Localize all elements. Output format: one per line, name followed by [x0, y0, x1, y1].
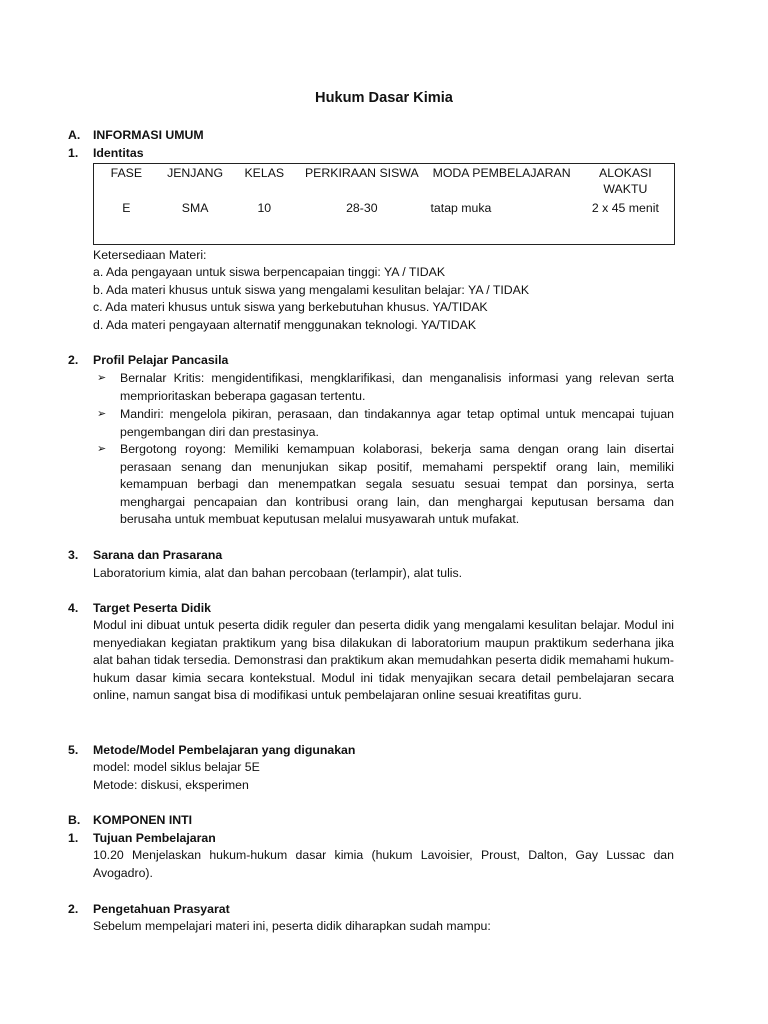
arrow-bullet-icon: ➢	[97, 408, 107, 420]
profil-bullet-text-1: Bernalar Kritis: mengidentifikasi, mengklarifikasi, dan menganalisis informasi yang relevan serta memprioritaskan beberapa gagasan tertentu.	[120, 371, 674, 403]
header-perkiraan-siswa: PERKIRAAN SISWA	[304, 166, 419, 180]
header-fase: FASE	[110, 166, 143, 180]
identitas-label: Identitas	[93, 146, 144, 160]
section-a-letter: A.	[68, 128, 81, 142]
sarana-number: 3.	[68, 548, 79, 562]
sarana-heading	[68, 547, 222, 565]
arrow-bullet-icon: ➢	[97, 372, 107, 384]
header-kelas: KELAS	[244, 166, 285, 180]
materials-item-d: d. Ada materi pengayaan alternatif menggunakan teknologi. YA/TIDAK	[93, 318, 477, 332]
profil-bullet-2	[93, 406, 674, 441]
header-moda-pembelajaran: MODA PEMBELAJARAN	[432, 166, 571, 180]
profil-bullet-text-2: Mandiri: mengelola pikiran, perasaan, dan tindakannya agar tetap optimal untuk mencapai tujuan pengembangan diri dan prestasinya.	[120, 407, 674, 439]
metode-number: 5.	[68, 743, 79, 757]
target-text: Modul ini dibuat untuk peserta didik reguler dan peserta didik yang mengalami kesulitan belajar. Modul ini menyediakan kegiatan praktikum yang bisa dilakukan di laboratorium maupun praktikum sederhana jika alat bahan tidak tersedia. Demonstrasi dan praktikum akan memudahkan peserta didik memahami hukum-hukum dasar kimia secara kontekstual. Modul ini tidak menyajikan secara detail pembelajaran secara online, namun sangat bisa di modifikasi untuk pembelajaran online sesuai kreatifitas guru.	[93, 618, 674, 703]
prasyarat-heading	[68, 901, 230, 919]
header-jenjang: JENJANG	[167, 166, 224, 180]
identitas-number: 1.	[68, 146, 79, 160]
materials-item-c: c. Ada materi khusus untuk siswa yang berkebutuhan khusus. YA/TIDAK	[93, 300, 488, 314]
section-a-label: INFORMASI UMUM	[93, 128, 204, 142]
arrow-bullet-icon: ➢	[97, 443, 107, 455]
profil-label: Profil Pelajar Pancasila	[93, 353, 229, 367]
identitas-heading	[68, 145, 144, 163]
identity-table-header-row	[94, 164, 675, 200]
identity-table-row	[94, 199, 675, 245]
cell-kelas: 10	[257, 201, 272, 215]
section-b-label: KOMPONEN INTI	[93, 813, 193, 827]
tujuan-heading	[68, 830, 216, 848]
tujuan-label: Tujuan Pembelajaran	[93, 831, 216, 845]
cell-perkiraan-siswa: 28-30	[346, 201, 378, 215]
cell-moda-pembelajaran: tatap muka	[430, 201, 492, 215]
metode-method-line: Metode: diskusi, eksperimen	[93, 778, 249, 792]
cell-jenjang: SMA	[181, 201, 209, 215]
sarana-text: Laboratorium kimia, alat dan bahan percobaan (terlampir), alat tulis.	[93, 566, 463, 580]
materials-label: Ketersediaan Materi:	[93, 248, 207, 262]
prasyarat-label: Pengetahuan Prasyarat	[93, 902, 230, 916]
tujuan-number: 1.	[68, 831, 79, 845]
metode-model-line: model: model siklus belajar 5E	[93, 760, 260, 774]
profil-bullet-1	[93, 370, 674, 405]
section-a-heading	[68, 127, 204, 145]
tujuan-text: 10.20 Menjelaskan hukum-hukum dasar kimia (hukum Lavoisier, Proust, Dalton, Gay Lussac dan Avogadro).	[93, 848, 674, 880]
cell-fase: E	[122, 201, 131, 215]
profil-number: 2.	[68, 353, 79, 367]
target-label: Target Peserta Didik	[93, 601, 212, 615]
sarana-label: Sarana dan Prasarana	[93, 548, 223, 562]
metode-heading	[68, 742, 355, 760]
prasyarat-text: Sebelum mempelajari materi ini, peserta didik diharapkan sudah mampu:	[93, 919, 491, 933]
profil-bullet-text-3: Bergotong royong: Memiliki kemampuan kolaborasi, bekerja sama dengan orang lain disertai perasaan senang dan menunjukan sikap positif, memahami perspektif orang lain, memiliki kemampuan berbagi dan menempatkan segala sesuatu sesuai tempat dan porsinya, serta menghargai pencapaian dan kontribusi orang lain, dan menghargai keputusan bersama dan berusaha untuk membuat keputusan melalui musyawarah untuk mufakat.	[120, 442, 674, 527]
target-heading	[68, 600, 211, 618]
metode-label: Metode/Model Pembelajaran yang digunakan	[93, 743, 356, 757]
document-title: Hukum Dasar Kimia	[315, 90, 453, 106]
profil-heading	[68, 352, 228, 370]
materials-item-a: a. Ada pengayaan untuk siswa berpencapaian tinggi: YA / TIDAK	[93, 265, 446, 279]
header-alokasi-waktu: ALOKASI WAKTU	[599, 166, 652, 196]
cell-alokasi-waktu: 2 x 45 menit	[591, 201, 659, 215]
prasyarat-number: 2.	[68, 902, 79, 916]
identity-table	[93, 163, 675, 245]
materials-item-b: b. Ada materi khusus untuk siswa yang mengalami kesulitan belajar: YA / TIDAK	[93, 283, 530, 297]
target-number: 4.	[68, 601, 79, 615]
section-b-letter: B.	[68, 813, 81, 827]
section-b-heading	[68, 812, 192, 830]
profil-bullet-3	[93, 441, 674, 529]
